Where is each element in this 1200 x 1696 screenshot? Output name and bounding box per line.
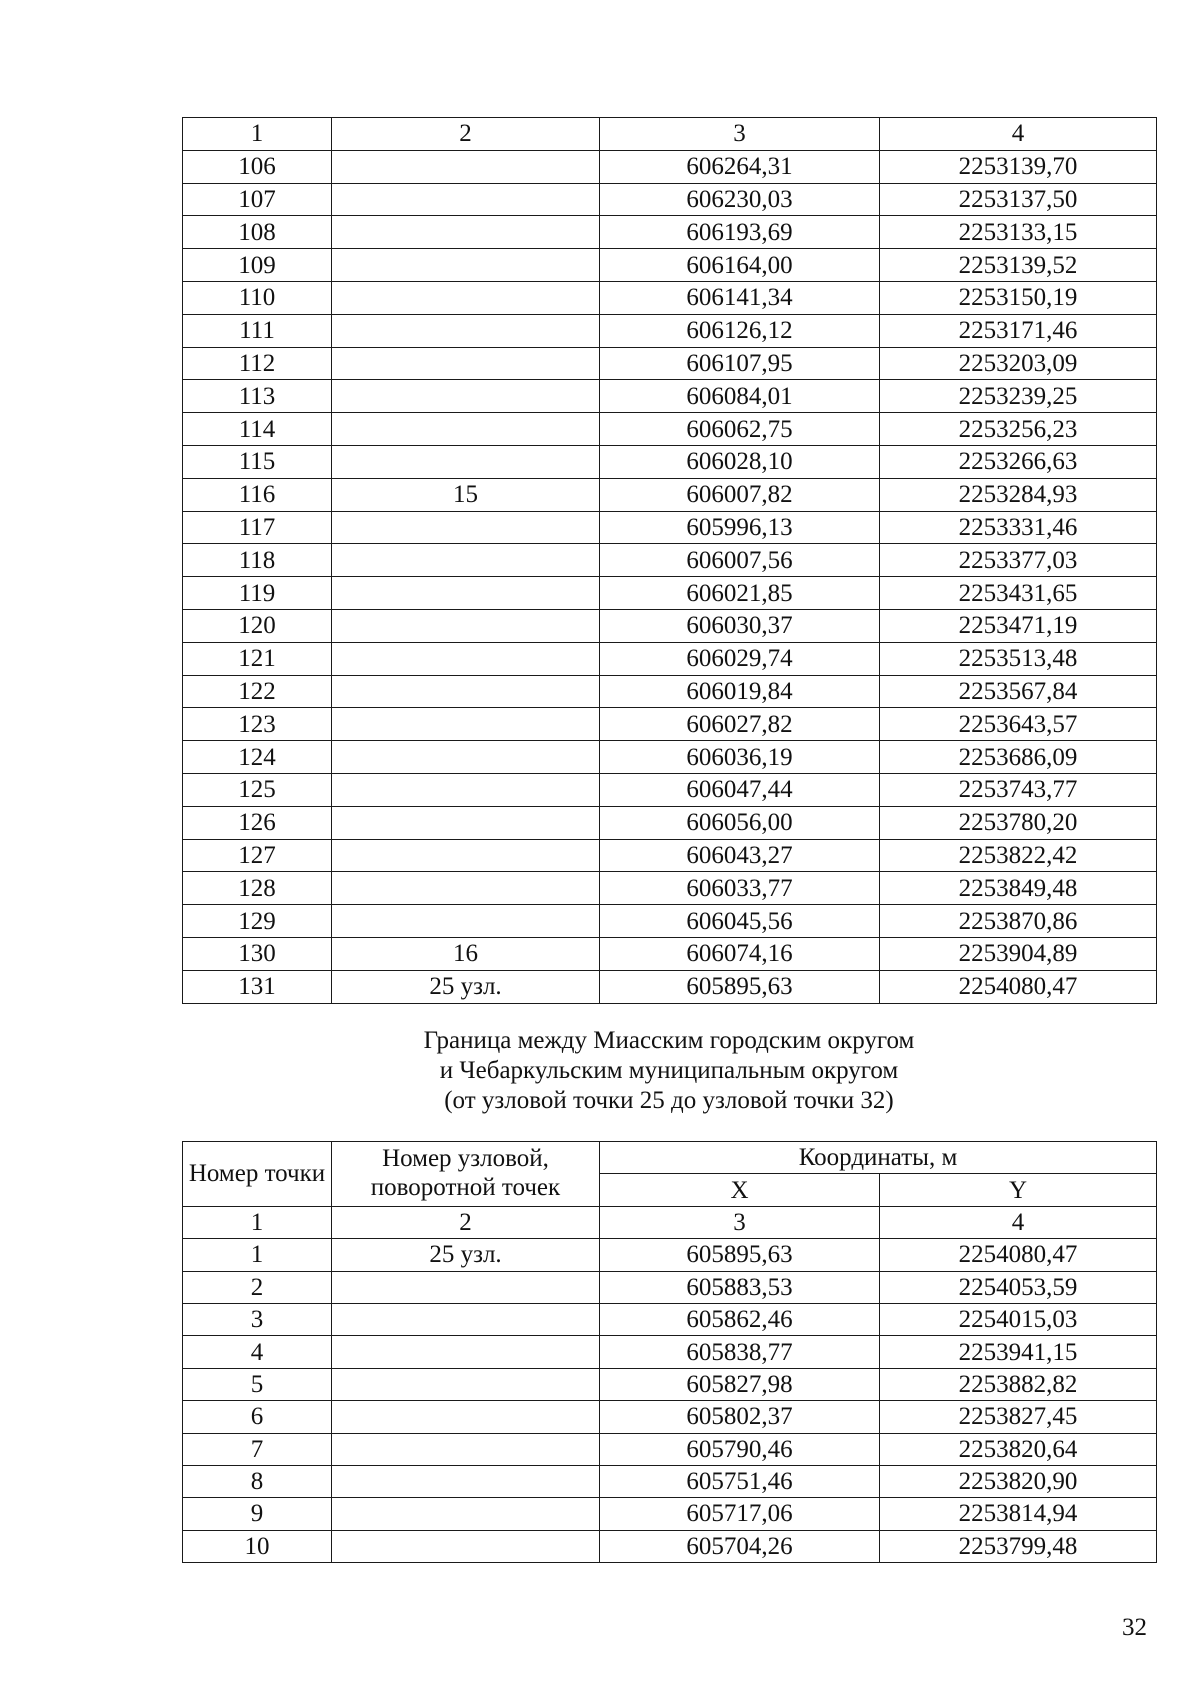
point-number-cell: 124 [183,741,332,774]
table-row [183,1303,1157,1335]
x-coordinate-cell: 606056,00 [600,806,880,839]
x-coordinate-cell: 606027,82 [600,708,880,741]
table-row [183,1271,1157,1303]
y-coordinate-cell: 2253471,19 [880,609,1157,642]
point-number-cell: 129 [183,905,332,938]
y-coordinate-cell: 2253799,48 [880,1530,1157,1562]
x-coordinate-cell: 606033,77 [600,872,880,905]
x-coordinate-cell: 605827,98 [600,1368,880,1400]
y-coordinate-cell: 2253239,25 [880,380,1157,413]
table-row [183,839,1157,872]
header-node-number: Номер узловой, поворотной точек [332,1142,600,1207]
x-coordinate-cell: 606141,34 [600,281,880,314]
point-number-cell: 10 [183,1530,332,1562]
table-row [183,773,1157,806]
node-number-cell [332,741,600,774]
y-coordinate-cell: 2253814,94 [880,1498,1157,1530]
y-coordinate-cell: 2253882,82 [880,1368,1157,1400]
point-number-cell: 128 [183,872,332,905]
y-coordinate-cell: 2253820,64 [880,1433,1157,1465]
table-row [183,1433,1157,1465]
x-coordinate-cell: 606264,31 [600,150,880,183]
y-coordinate-cell: 2253780,20 [880,806,1157,839]
y-coordinate-cell: 2253941,15 [880,1336,1157,1368]
table-row [183,1368,1157,1400]
x-coordinate-cell: 605895,63 [600,970,880,1003]
y-coordinate-cell: 2254053,59 [880,1271,1157,1303]
table-row [183,1530,1157,1562]
y-coordinate-cell: 2253513,48 [880,642,1157,675]
node-number-cell [332,1465,600,1497]
table-row [183,675,1157,708]
y-coordinate-cell: 2253431,65 [880,577,1157,610]
node-number-cell [332,642,600,675]
x-coordinate-cell: 605862,46 [600,1303,880,1335]
point-number-cell: 119 [183,577,332,610]
point-number-cell: 130 [183,937,332,970]
point-number-cell: 110 [183,281,332,314]
node-number-cell [332,773,600,806]
header-point-number: Номер точки [183,1142,332,1207]
y-coordinate-cell: 2253133,15 [880,216,1157,249]
node-number-cell [332,445,600,478]
y-coordinate-cell: 2253139,70 [880,150,1157,183]
point-number-cell: 112 [183,347,332,380]
node-number-cell [332,609,600,642]
table-row [183,511,1157,544]
node-number-cell: 25 узл. [332,1239,600,1271]
table-row [183,1498,1157,1530]
node-number-cell [332,413,600,446]
point-number-cell: 114 [183,413,332,446]
column-number-cell: 3 [600,118,880,151]
table-row [183,314,1157,347]
column-number-cell: 1 [183,1206,332,1238]
point-number-cell: 7 [183,1433,332,1465]
node-number-cell [332,249,600,282]
point-number-cell: 113 [183,380,332,413]
node-number-cell [332,806,600,839]
node-number-cell [332,708,600,741]
node-number-cell [332,577,600,610]
table-row [183,249,1157,282]
table-row [183,741,1157,774]
table-row [183,1401,1157,1433]
point-number-cell: 127 [183,839,332,872]
coordinates-table [182,1141,1157,1563]
point-number-cell: 9 [183,1498,332,1530]
table-row [183,708,1157,741]
point-number-cell: 2 [183,1271,332,1303]
node-number-cell: 15 [332,478,600,511]
node-number-cell: 16 [332,937,600,970]
table-row [183,380,1157,413]
x-coordinate-cell: 606030,37 [600,609,880,642]
x-coordinate-cell: 606062,75 [600,413,880,446]
x-coordinate-cell: 605802,37 [600,1401,880,1433]
node-number-cell [332,1368,600,1400]
point-number-cell: 123 [183,708,332,741]
y-coordinate-cell: 2253743,77 [880,773,1157,806]
x-coordinate-cell: 605717,06 [600,1498,880,1530]
point-number-cell: 115 [183,445,332,478]
point-number-cell: 106 [183,150,332,183]
table-row [183,1465,1157,1497]
table-row [183,577,1157,610]
y-coordinate-cell: 2253820,90 [880,1465,1157,1497]
x-coordinate-cell: 605838,77 [600,1336,880,1368]
y-coordinate-cell: 2253284,93 [880,478,1157,511]
node-number-cell [332,1530,600,1562]
caption-line: и Чебаркульским муниципальным округом [439,1057,899,1084]
point-number-cell: 8 [183,1465,332,1497]
header-coordinates: Координаты, м [600,1142,1157,1174]
caption-line: (от узловой точки 25 до узловой точки 32) [444,1087,894,1114]
point-number-cell: 122 [183,675,332,708]
x-coordinate-cell: 605996,13 [600,511,880,544]
y-coordinate-cell: 2253266,63 [880,445,1157,478]
point-number-cell: 120 [183,609,332,642]
y-coordinate-cell: 2253256,23 [880,413,1157,446]
table1-body [183,118,1157,1004]
x-coordinate-cell: 606047,44 [600,773,880,806]
node-number-cell [332,314,600,347]
column-number-cell: 1 [183,118,332,151]
column-number-cell: 2 [332,1206,600,1238]
y-coordinate-cell: 2253567,84 [880,675,1157,708]
point-number-cell: 131 [183,970,332,1003]
table-row [183,347,1157,380]
x-coordinate-cell: 606019,84 [600,675,880,708]
y-coordinate-cell: 2253150,19 [880,281,1157,314]
header-x: X [600,1174,880,1206]
point-number-cell: 5 [183,1368,332,1400]
node-number-cell [332,281,600,314]
node-number-cell [332,1336,600,1368]
y-coordinate-cell: 2253171,46 [880,314,1157,347]
page-number: 32 [1122,1614,1147,1641]
table-row [183,413,1157,446]
x-coordinate-cell: 606074,16 [600,937,880,970]
table-row [183,445,1157,478]
x-coordinate-cell: 605883,53 [600,1271,880,1303]
header-y: Y [880,1174,1157,1206]
x-coordinate-cell: 605751,46 [600,1465,880,1497]
column-number-cell: 3 [600,1206,880,1238]
point-number-cell: 6 [183,1401,332,1433]
y-coordinate-cell: 2253870,86 [880,905,1157,938]
x-coordinate-cell: 606029,74 [600,642,880,675]
table-row [183,183,1157,216]
point-number-cell: 108 [183,216,332,249]
node-number-cell [332,150,600,183]
table-row [183,1336,1157,1368]
coordinates-table-continued [182,117,1157,1004]
node-number-cell [332,183,600,216]
y-coordinate-cell: 2253849,48 [880,872,1157,905]
table-row [183,642,1157,675]
column-number-cell: 4 [880,1206,1157,1238]
x-coordinate-cell: 606107,95 [600,347,880,380]
node-number-cell [332,1271,600,1303]
point-number-cell: 107 [183,183,332,216]
node-number-cell [332,839,600,872]
table-row [183,609,1157,642]
caption-line: Граница между Миасским городским округом [423,1027,915,1054]
column-number-cell: 2 [332,118,600,151]
x-coordinate-cell: 606007,56 [600,544,880,577]
y-coordinate-cell: 2253377,03 [880,544,1157,577]
node-number-cell [332,675,600,708]
table-row [183,1239,1157,1271]
point-number-cell: 125 [183,773,332,806]
x-coordinate-cell: 606028,10 [600,445,880,478]
section-caption [182,1026,1156,1116]
x-coordinate-cell: 605790,46 [600,1433,880,1465]
x-coordinate-cell: 606084,01 [600,380,880,413]
point-number-cell: 109 [183,249,332,282]
table-row [183,872,1157,905]
column-number-row [183,1206,1157,1238]
node-number-cell [332,1498,600,1530]
table-row [183,905,1157,938]
y-coordinate-cell: 2253686,09 [880,741,1157,774]
point-number-cell: 3 [183,1303,332,1335]
y-coordinate-cell: 2253827,45 [880,1401,1157,1433]
x-coordinate-cell: 606230,03 [600,183,880,216]
y-coordinate-cell: 2253137,50 [880,183,1157,216]
table-row [183,806,1157,839]
point-number-cell: 126 [183,806,332,839]
node-number-cell [332,872,600,905]
x-coordinate-cell: 606007,82 [600,478,880,511]
y-coordinate-cell: 2253822,42 [880,839,1157,872]
y-coordinate-cell: 2253331,46 [880,511,1157,544]
point-number-cell: 116 [183,478,332,511]
point-number-cell: 111 [183,314,332,347]
y-coordinate-cell: 2253643,57 [880,708,1157,741]
node-number-cell [332,905,600,938]
x-coordinate-cell: 605895,63 [600,1239,880,1271]
node-number-cell [332,1401,600,1433]
node-number-cell [332,380,600,413]
point-number-cell: 1 [183,1239,332,1271]
x-coordinate-cell: 606036,19 [600,741,880,774]
x-coordinate-cell: 606045,56 [600,905,880,938]
node-number-cell [332,1433,600,1465]
table-row [183,478,1157,511]
table-row [183,937,1157,970]
table2-body [183,1142,1157,1563]
point-number-cell: 118 [183,544,332,577]
y-coordinate-cell: 2253904,89 [880,937,1157,970]
header-row [183,1142,1157,1174]
table-row [183,216,1157,249]
x-coordinate-cell: 606043,27 [600,839,880,872]
column-number-row [183,118,1157,151]
node-number-cell [332,511,600,544]
x-coordinate-cell: 606193,69 [600,216,880,249]
table-row [183,281,1157,314]
x-coordinate-cell: 606164,00 [600,249,880,282]
x-coordinate-cell: 606126,12 [600,314,880,347]
table-row [183,150,1157,183]
x-coordinate-cell: 605704,26 [600,1530,880,1562]
y-coordinate-cell: 2254015,03 [880,1303,1157,1335]
node-number-cell [332,216,600,249]
table-row [183,544,1157,577]
point-number-cell: 4 [183,1336,332,1368]
node-number-cell [332,347,600,380]
y-coordinate-cell: 2253139,52 [880,249,1157,282]
y-coordinate-cell: 2253203,09 [880,347,1157,380]
y-coordinate-cell: 2254080,47 [880,1239,1157,1271]
point-number-cell: 121 [183,642,332,675]
table-row [183,970,1157,1003]
column-number-cell: 4 [880,118,1157,151]
point-number-cell: 117 [183,511,332,544]
node-number-cell [332,544,600,577]
y-coordinate-cell: 2254080,47 [880,970,1157,1003]
x-coordinate-cell: 606021,85 [600,577,880,610]
node-number-cell [332,1303,600,1335]
node-number-cell: 25 узл. [332,970,600,1003]
